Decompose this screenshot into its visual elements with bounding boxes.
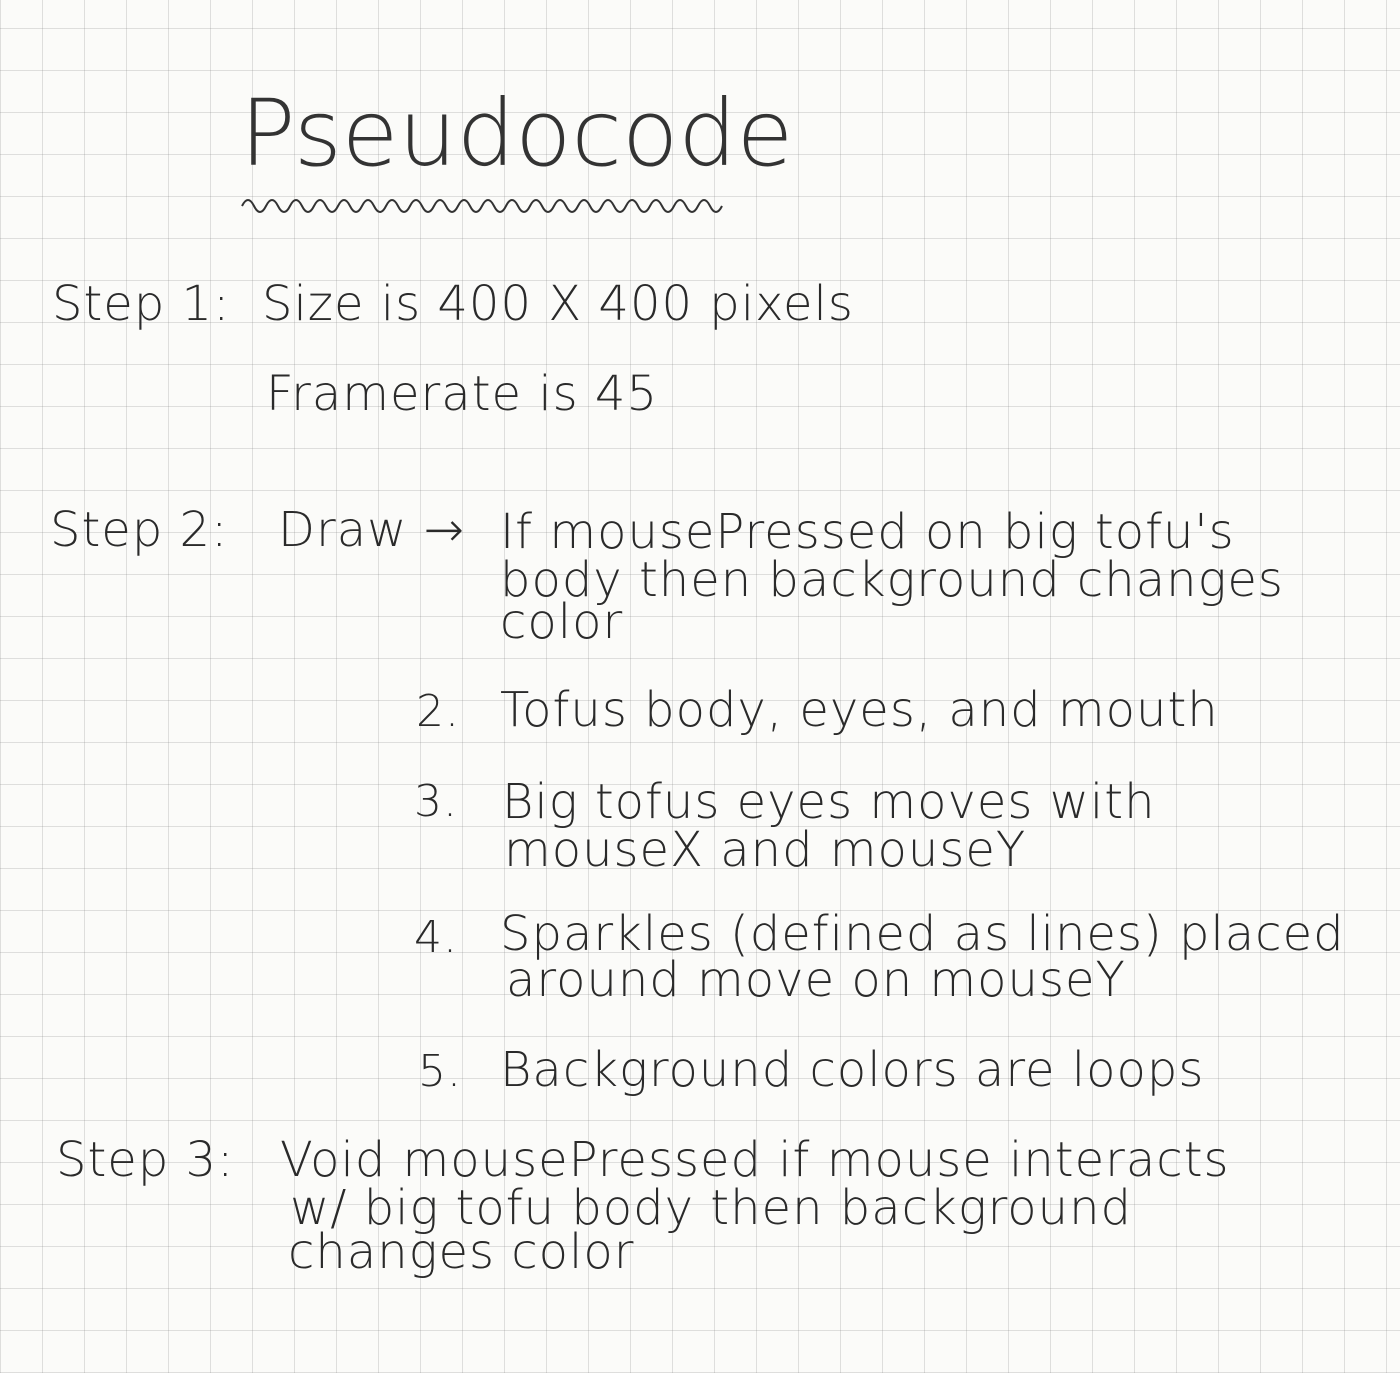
step2-item2-number: 2. [416, 686, 460, 737]
step2-item5-text: Background colors are loops [500, 1042, 1205, 1098]
step2-item5-number: 5. [418, 1046, 462, 1097]
step3-line2: w/ big tofu body then background [290, 1180, 1132, 1236]
step2-item3-line1: Big tofus eyes moves with [502, 774, 1156, 830]
step2-item1-line1: If mousePressed on big tofu's [500, 504, 1235, 560]
step1-size-text: Size is 400 X 400 pixels [262, 276, 854, 332]
step2-draw-label: Draw → [278, 502, 465, 558]
step3-label: Step 3: [56, 1132, 235, 1188]
step2-item3-line2: mouseX and mouseY [504, 822, 1027, 878]
page-title: Pseudocode [240, 80, 794, 187]
title-underline-squiggle [240, 192, 730, 218]
step2-item2-text: Tofus body, eyes, and mouth [500, 682, 1219, 738]
step2-label: Step 2: [50, 502, 229, 558]
step3-line1: Void mousePressed if mouse interacts [280, 1132, 1230, 1188]
step2-item4-line1: Sparkles (defined as lines) placed [500, 906, 1345, 962]
step2-item4-number: 4. [414, 912, 458, 963]
step2-item1-line2: body then background changes [500, 552, 1284, 608]
step2-item4-line2: around move on mouseY [506, 952, 1126, 1008]
step1-label: Step 1: [52, 276, 231, 332]
step2-item1-line3: color [500, 594, 624, 650]
step1-framerate-text: Framerate is 45 [266, 366, 658, 422]
step2-item3-number: 3. [414, 776, 458, 827]
step3-line3: changes color [288, 1224, 635, 1280]
